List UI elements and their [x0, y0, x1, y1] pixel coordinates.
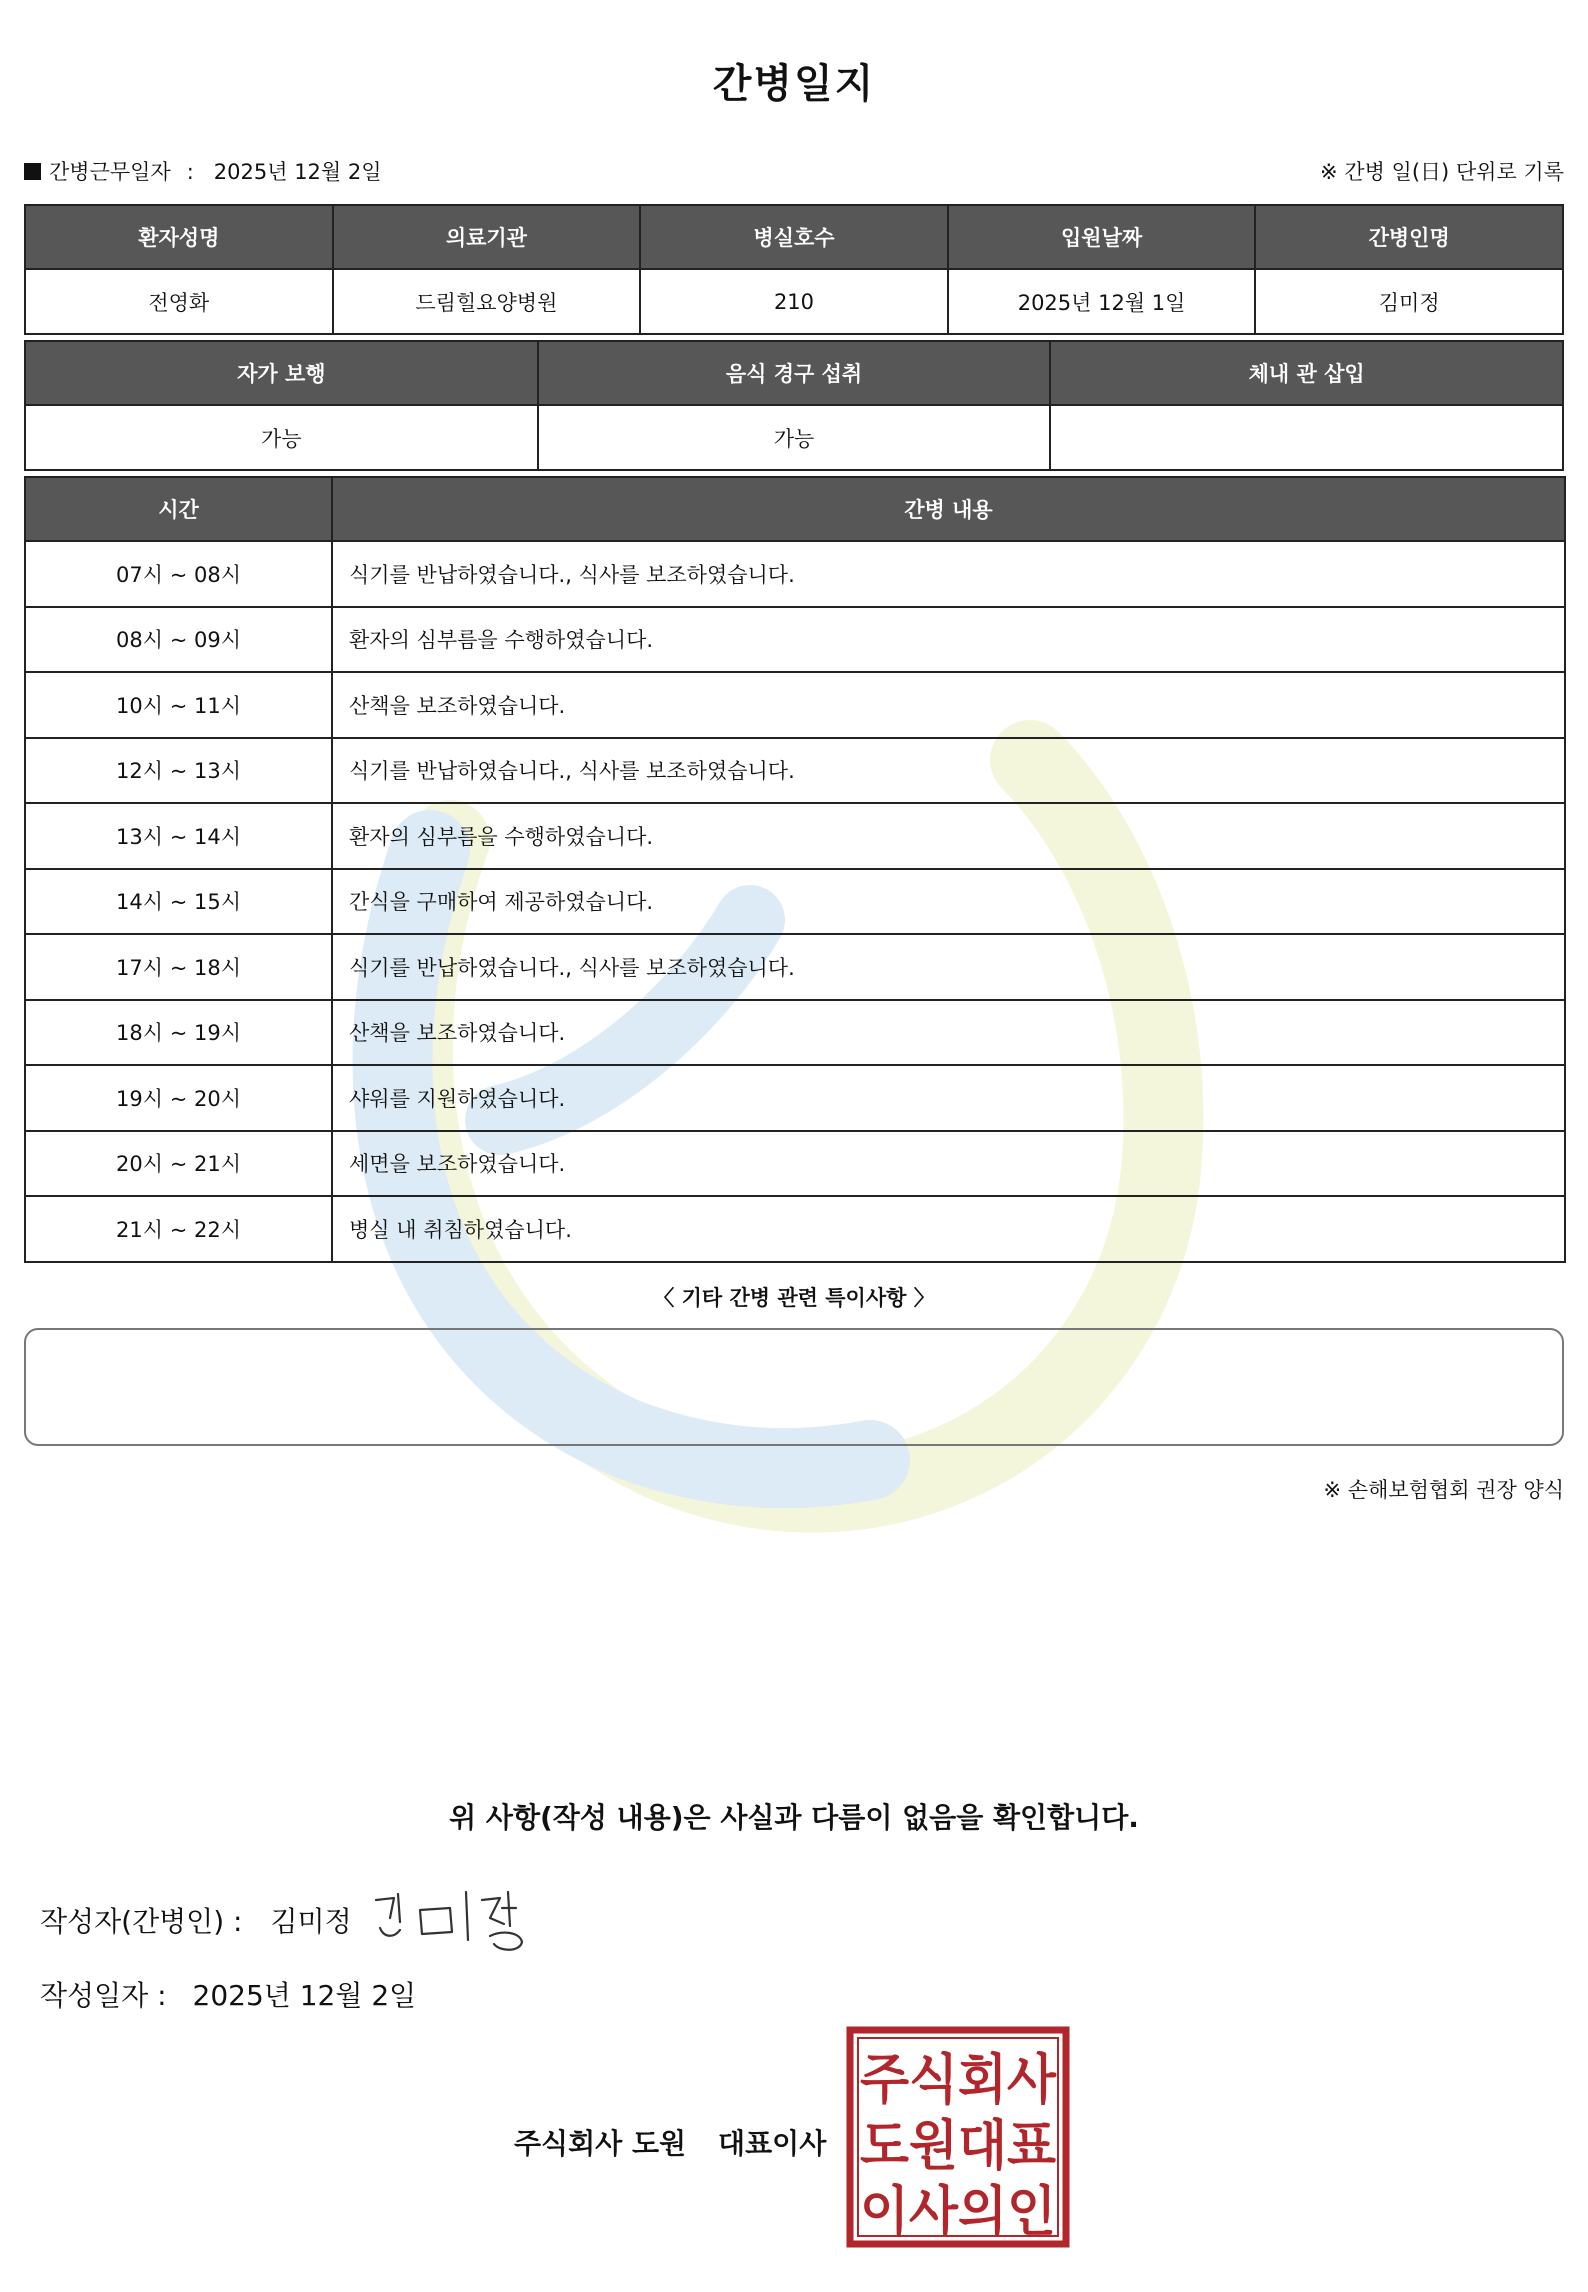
content-cell: 간식을 구매하여 제공하였습니다.: [332, 869, 1565, 935]
time-cell: 12시 ~ 13시: [25, 738, 332, 804]
self-walking-value: 가능: [25, 405, 538, 470]
content-cell: 식기를 반납하였습니다., 식사를 보조하였습니다.: [332, 934, 1565, 1000]
header-caregiver-name: 간병인명: [1255, 205, 1563, 269]
time-cell: 07시 ~ 08시: [25, 541, 332, 607]
table-row: [25, 1196, 1565, 1262]
care-log-table: [24, 476, 1566, 1263]
written-date-label: 작성일자 :: [40, 1979, 167, 2012]
status-header-row: [25, 341, 1563, 405]
content-cell: 산책을 보조하였습니다.: [332, 1000, 1565, 1066]
header-care-content: 간병 내용: [332, 477, 1565, 541]
document-title: 간병일지: [712, 61, 876, 107]
content-cell: 샤워를 지원하였습니다.: [332, 1065, 1565, 1131]
form-note: ※ 손해보험협회 권장 양식: [1323, 1478, 1564, 1502]
content-cell: 환자의 심부름을 수행하였습니다.: [332, 607, 1565, 673]
time-cell: 18시 ~ 19시: [25, 1000, 332, 1066]
table-row: [25, 672, 1565, 738]
content-cell: 산책을 보조하였습니다.: [332, 672, 1565, 738]
tube-insertion-value: [1050, 405, 1563, 470]
header-patient-name: 환자성명: [25, 205, 333, 269]
status-value-row: [25, 405, 1563, 470]
hospital-name: 드림힐요양병원: [333, 269, 641, 334]
patient-name: 전영화: [25, 269, 333, 334]
room-number: 210: [640, 269, 948, 334]
admission-date: 2025년 12월 1일: [948, 269, 1256, 334]
work-date-label: 간병근무일자: [49, 160, 171, 184]
meta-row: [24, 156, 1564, 190]
company-role: 대표이사: [718, 2127, 827, 2160]
table-row: [25, 869, 1565, 935]
care-log-header-row: [25, 477, 1565, 541]
patient-info-table: [24, 204, 1564, 335]
time-cell: 20시 ~ 21시: [25, 1131, 332, 1197]
header-oral-intake: 음식 경구 섭취: [538, 341, 1051, 405]
seal-line-1: 주식회사: [860, 2048, 1057, 2111]
remarks-box: [24, 1328, 1564, 1446]
table-row: [25, 934, 1565, 1000]
header-admission-date: 입원날짜: [948, 205, 1256, 269]
work-date-colon: :: [186, 160, 194, 184]
written-date-row: [40, 1974, 416, 2014]
content-cell: 식기를 반납하였습니다., 식사를 보조하였습니다.: [332, 541, 1565, 607]
work-date-value: 2025년 12월 2일: [213, 160, 382, 184]
patient-info-header-row: [25, 205, 1563, 269]
time-cell: 13시 ~ 14시: [25, 803, 332, 869]
company-name: 주식회사 도원: [514, 2127, 687, 2160]
oral-intake-value: 가능: [538, 405, 1051, 470]
content-cell: 환자의 심부름을 수행하였습니다.: [332, 803, 1565, 869]
table-row: [25, 738, 1565, 804]
table-row: [25, 803, 1565, 869]
content-cell: 병실 내 취침하였습니다.: [332, 1196, 1565, 1262]
writer-name: 김미정: [270, 1905, 352, 1938]
header-hospital: 의료기관: [333, 205, 641, 269]
time-cell: 08시 ~ 09시: [25, 607, 332, 673]
time-cell: 14시 ~ 15시: [25, 869, 332, 935]
unit-note: ※ 간병 일(日) 단위로 기록: [1320, 160, 1564, 184]
time-cell: 17시 ~ 18시: [25, 934, 332, 1000]
table-row: [25, 607, 1565, 673]
table-row: [25, 1065, 1565, 1131]
header-room-number: 병실호수: [640, 205, 948, 269]
seal-line-2: 도원대표: [860, 2114, 1056, 2177]
header-time: 시간: [25, 477, 332, 541]
table-row: [25, 1000, 1565, 1066]
company-signature-line: [514, 2122, 826, 2162]
content-cell: 세면을 보조하였습니다.: [332, 1131, 1565, 1197]
square-bullet-icon: [24, 163, 41, 180]
header-tube-insertion: 체내 관 삽입: [1050, 341, 1563, 405]
writer-label: 작성자(간병인) :: [40, 1905, 243, 1938]
content-cell: 식기를 반납하였습니다., 식사를 보조하였습니다.: [332, 738, 1565, 804]
time-cell: 10시 ~ 11시: [25, 672, 332, 738]
table-row: [25, 1131, 1565, 1197]
patient-info-value-row: [25, 269, 1563, 334]
company-seal-stamp: [846, 2026, 1070, 2248]
written-date-value: 2025년 12월 2일: [192, 1979, 417, 2012]
patient-status-table: [24, 340, 1564, 471]
table-row: [25, 541, 1565, 607]
work-date: [24, 156, 382, 186]
writer-row: [40, 1900, 352, 1950]
remarks-title: 〈 기타 간병 관련 특이사항 〉: [653, 1286, 935, 1310]
caregiver-name: 김미정: [1255, 269, 1563, 334]
handwritten-signature: [370, 1878, 540, 1958]
header-self-walking: 자가 보행: [25, 341, 538, 405]
confirmation-statement: 위 사항(작성 내용)은 사실과 다름이 없음을 확인합니다.: [449, 1801, 1139, 1834]
seal-line-3: 이사의인: [860, 2180, 1056, 2243]
time-cell: 19시 ~ 20시: [25, 1065, 332, 1131]
time-cell: 21시 ~ 22시: [25, 1196, 332, 1262]
